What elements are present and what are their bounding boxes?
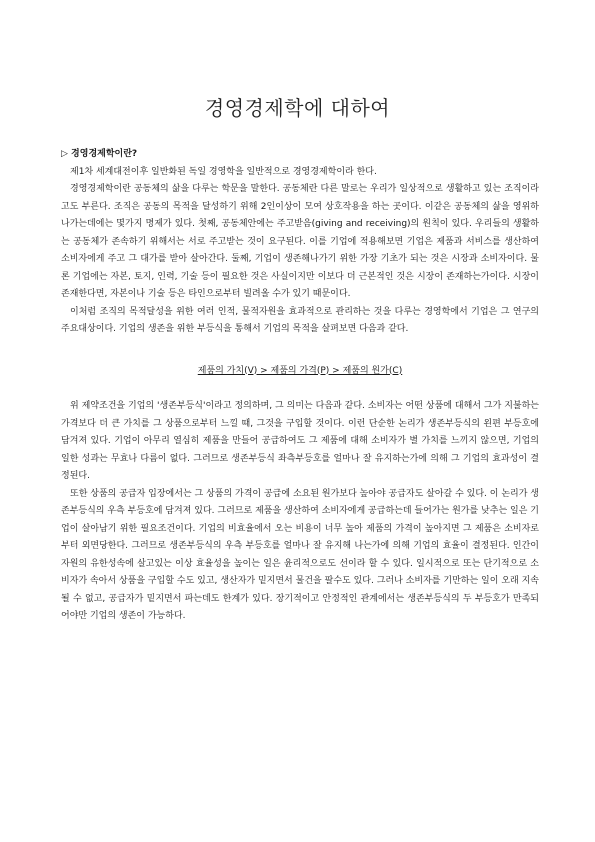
paragraph: 제1차 세계대전이후 일반화된 독일 경영학을 일반적으로 경영경제학이라 한다. (70, 166, 377, 177)
paragraph: 위 제약조건을 기업의 '생존부등식'이라고 정의하며, 그 의미는 다음과 같다. 소비자는 어떤 상품에 대해서 그가 지불하는 가격보다 더 큰 가치를 그 상품으로부터 느낄 때, 그것을 구입할 것이다. 이런 단순한 논리가 생존부등식의 왼편 부등호에 담겨져 있다. 기업이 아무리 열심히 제품을 만들어 공급하여도 그 제품에 대해 소비자가 별 가치를 느끼지 않으면, 기업의 일한 성과는 무효나 다름이 없다. 그러므로 생존부등식 좌측부등호를 얼마나 잘 유지하는가에 의해 그 기업의 효과성이 결정된다. (61, 401, 539, 481)
paragraph: 또한 상품의 공급자 입장에서는 그 상품의 가격이 공급에 소요된 원가보다 높아야 공급자도 살아갈 수 있다. 이 논리가 생존부등식의 우측 부등호에 담겨져 있다. 그러므로 제품을 생산하여 소비자에게 공급하는데 들어가는 원가를 낮추는 일은 기업이 살아남기 위한 필요조건이다. 기업의 비효율에서 오는 비용이 너무 높아 제품의 가격이 높아지면 그 제품은 소비자로부터 외면당한다. 그러므로 생존부등식의 우측 부등호를 얼마나 잘 유지해 나는가에 의해 기업의 효율이 결정된다. 인간이 자원의 유한성속에 살고있는 이상 효율성을 높이는 일은 윤리적으로도 선이라 할 수 있다. 일시적으로 또는 단기적으로 소비자가 속아서 상품을 구입할 수도 있고, 생산자가 밑지면서 물건을 팔수도 있다. 그러나 소비자를 기만하는 일이 오래 지속될 수 없고, 공급자가 밑지면서 파는데도 한계가 있다. 장기적이고 안정적인 관계에서는 생존부등식의 두 부등호가 만족되어야만 기업의 생존이 가능하다. (61, 488, 539, 621)
document-body (61, 146, 539, 626)
paragraph: 경영경제학이란 공동체의 삶을 다루는 학문을 말한다. 공동체란 다른 말로는 우리가 일상적으로 생활하고 있는 조직이라고도 부른다. 조직은 공동의 목적을 달성하기 위해 2인이상이 모여 상호작용을 하는 곳이다. 이같은 공동체의 삶을 영위하나가는데에는 몇가지 명제가 있다. 첫째, 공동체안에는 주고받음(giving and receiving)의 원칙이 있다. 우리들의 생활하는 공동체가 존속하기 위해서는 서로 주고받는 것이 요구된다. 이를 기업에 적용해보면 기업은 제품과 서비스를 생산하여 소비자에게 주고 그 대가를 받아 살아간다. 둘째, 기업이 생존해나가기 위한 가장 기초가 되는 것은 시장과 소비자이다. 물론 기업에는 자본, 토지, 인력, 기술 등이 필요한 것은 사실이지만 이보다 더 근본적인 것은 시장이 존재하는가이다. 시장이 존재한다면, 자본이나 기술 등은 타인으로부터 빌려올 수가 있기 때문이다. (61, 184, 539, 299)
section-heading: ▷ 경영경제학이란? (61, 149, 138, 159)
document-title: 경영경제학에 대하여 (204, 96, 391, 120)
paragraph: 이처럼 조직의 목적달성을 위한 여러 인적, 물적자원을 효과적으로 관리하는 것을 다루는 경영학에서 기업은 그 연구의 주요대상이다. 기업의 생존을 위한 부등식을 통해서 기업의 목적을 살펴보면 다음과 같다. (61, 306, 539, 334)
survival-inequality-formula: 제품의 가치(V) > 제품의 가격(P) > 제품의 원가(C) (197, 365, 403, 376)
